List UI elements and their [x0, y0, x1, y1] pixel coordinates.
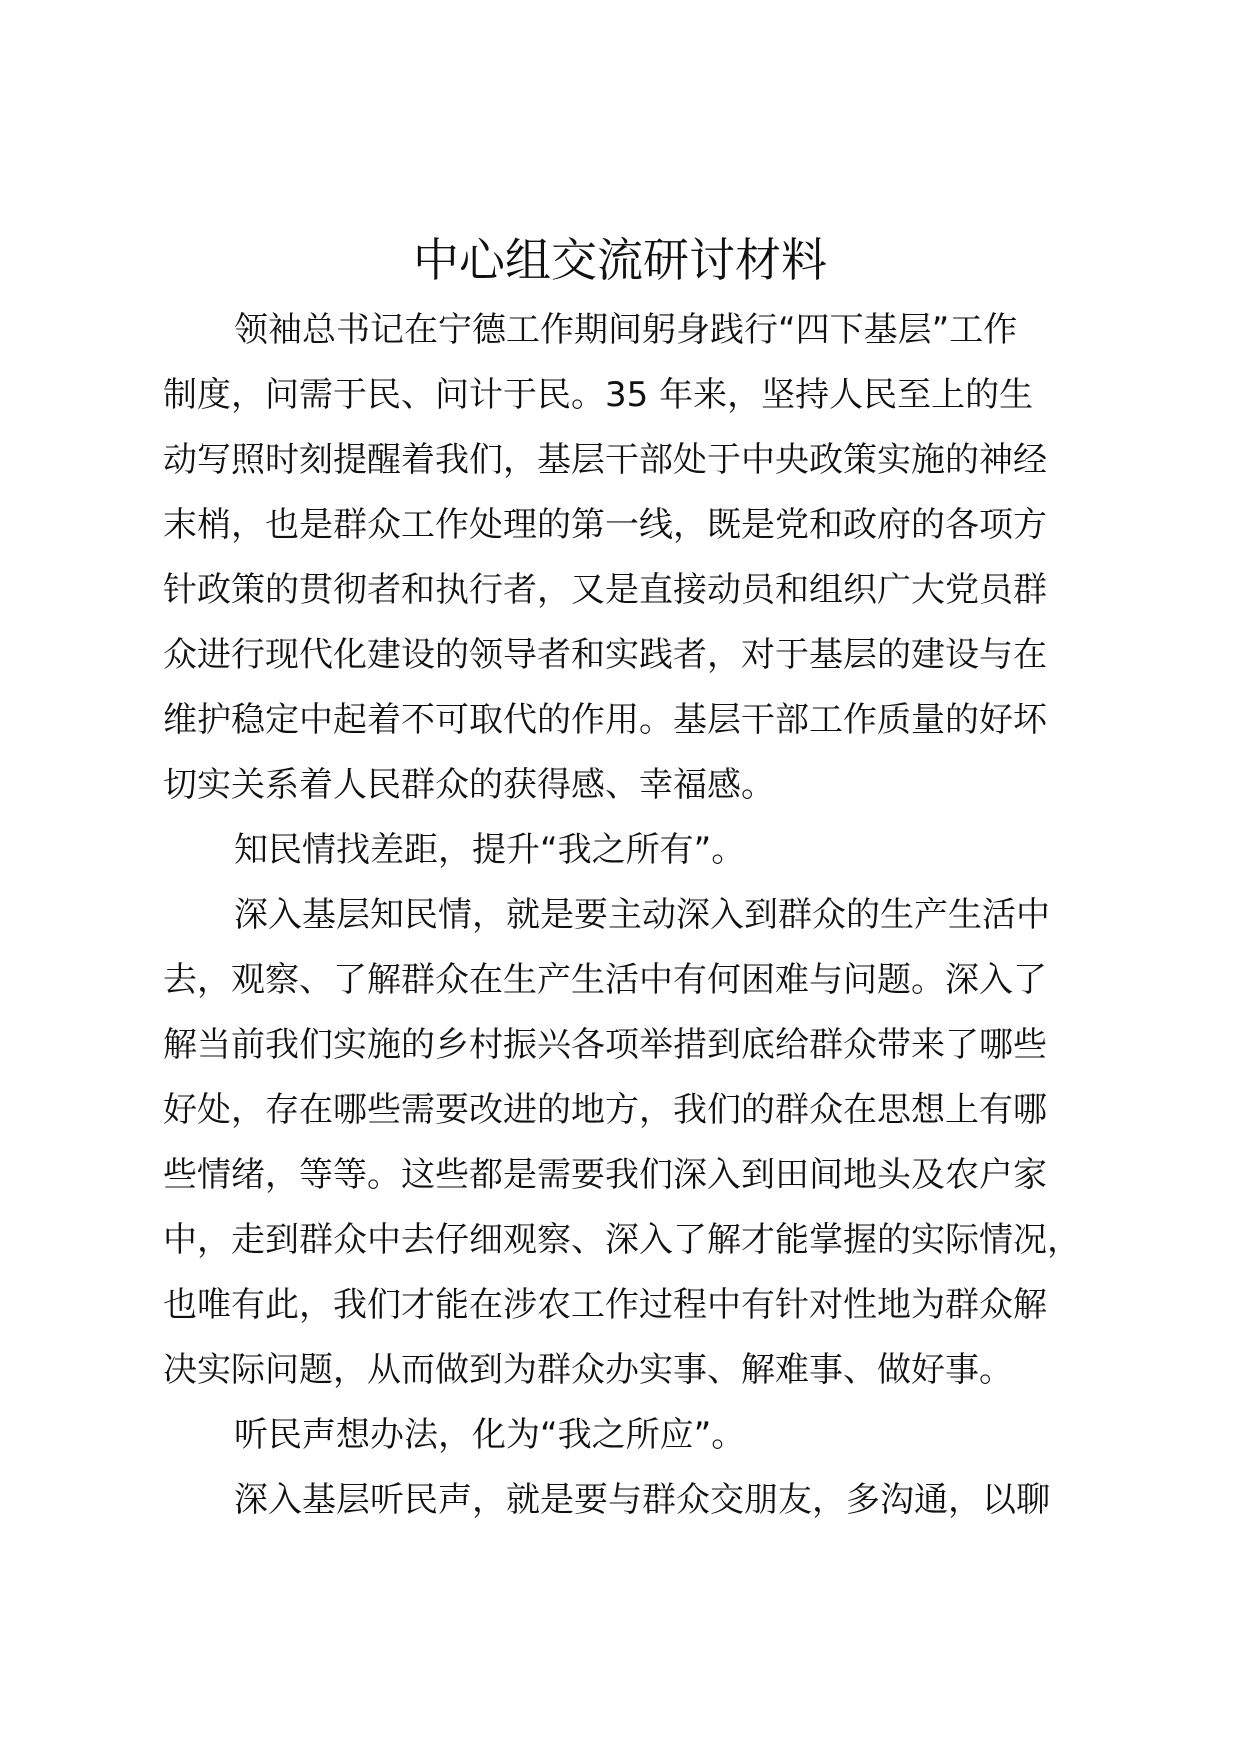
- paragraph-2-line-6: 中，走到群众中去仔细观察、深入了解才能掌握的实际情况，: [163, 1220, 1081, 1260]
- paragraph-1-line-6: 众进行现代化建设的领导者和实践者，对于基层的建设与在: [163, 635, 1047, 675]
- paragraph-3-line-1: 深入基层听民声，就是要与群众交朋友，多沟通，以聊: [234, 1480, 1050, 1520]
- paragraph-2-line-8: 决实际问题，从而做到为群众办实事、解难事、做好事。: [163, 1350, 1013, 1390]
- paragraph-2-line-2: 去，观察、了解群众在生产生活中有何困难与问题。深入了: [163, 960, 1047, 1000]
- paragraph-1-line-8: 切实关系着人民群众的获得感、幸福感。: [163, 765, 775, 805]
- paragraph-2-line-1: 深入基层知民情，就是要主动深入到群众的生产生活中: [234, 895, 1050, 935]
- paragraph-1-line-4: 末梢，也是群众工作处理的第一线，既是党和政府的各项方: [163, 505, 1047, 545]
- document-body: [163, 298, 1093, 1533]
- document-title: 中心组交流研讨材料: [413, 233, 827, 287]
- paragraph-1-line-7: 维护稳定中起着不可取代的作用。基层干部工作质量的好坏: [163, 700, 1047, 740]
- section-heading-1: 知民情找差距，提升“我之所有”。: [234, 830, 746, 870]
- paragraph-1-line-2: 制度，问需于民、问计于民。35 年来，坚持人民至上的生: [163, 375, 1034, 415]
- paragraph-1-line-1: 领袖总书记在宁德工作期间躬身践行“四下基层”工作: [234, 310, 1018, 350]
- paragraph-1-line-5: 针政策的贯彻者和执行者，又是直接动员和组织广大党员群: [163, 570, 1047, 610]
- paragraph-2-line-5: 些情绪，等等。这些都是需要我们深入到田间地头及农户家: [163, 1155, 1047, 1195]
- paragraph-2-line-4: 好处，存在哪些需要改进的地方，我们的群众在思想上有哪: [163, 1090, 1047, 1130]
- paragraph-2-line-7: 也唯有此，我们才能在涉农工作过程中有针对性地为群众解: [163, 1285, 1047, 1325]
- paragraph-2-line-3: 解当前我们实施的乡村振兴各项举措到底给群众带来了哪些: [163, 1025, 1047, 1065]
- section-heading-2: 听民声想办法，化为“我之所应”。: [234, 1415, 746, 1455]
- paragraph-1-line-3: 动写照时刻提醒着我们，基层干部处于中央政策实施的神经: [163, 440, 1047, 480]
